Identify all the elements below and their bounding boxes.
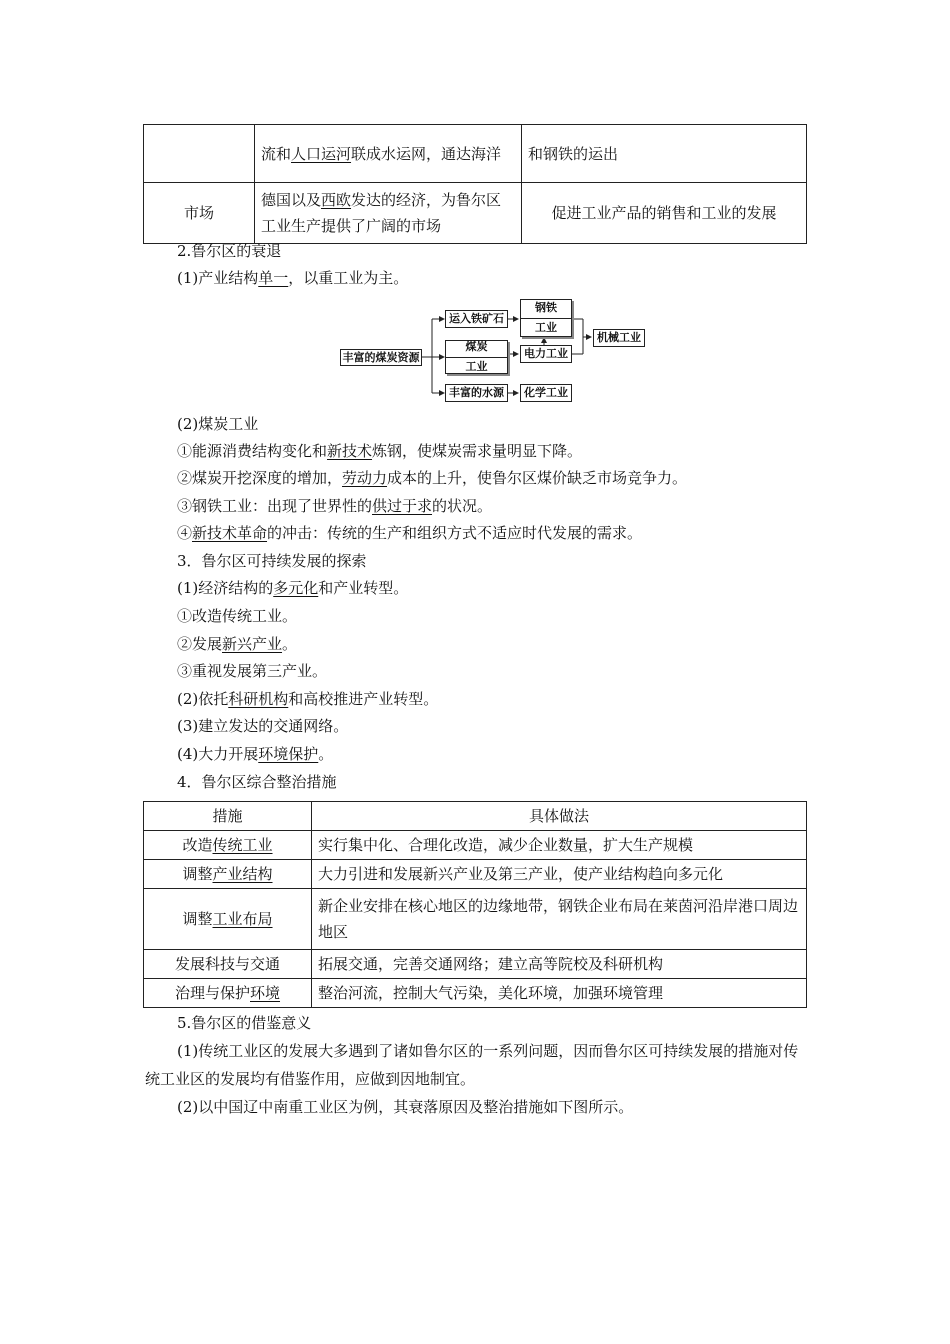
coal-resource-box: 丰富的煤炭资源 bbox=[340, 349, 422, 366]
table-cell: 流和人口运河联成水运网，通达海洋 bbox=[255, 125, 522, 183]
paragraph: (2)以中国辽中南重工业区为例，其衰落原因及整治措施如下图所示。 bbox=[177, 1098, 634, 1116]
chemical-industry-box: 化学工业 bbox=[520, 384, 572, 402]
table-cell: 拓展交通，完善交通网络；建立高等院校及科研机构 bbox=[312, 950, 807, 979]
industry-flow-diagram bbox=[338, 296, 648, 406]
table-cell: 新企业安排在核心地区的边缘地带，钢铁企业布局在莱茵河沿岸港口周边地区 bbox=[312, 889, 807, 950]
water-source-box: 丰富的水源 bbox=[445, 384, 508, 402]
measures-table bbox=[143, 801, 807, 1008]
coal-industry-label-1: 煤炭 bbox=[465, 340, 488, 353]
resource-table bbox=[143, 124, 807, 244]
section-heading: 2.鲁尔区的衰退 bbox=[177, 242, 282, 260]
paragraph: (1)产业结构单一，以重工业为主。 bbox=[177, 269, 409, 287]
paragraph: (1)传统工业区的发展大多遇到了诸如鲁尔区的一系列问题，因而鲁尔区可持续发展的措施对传统工业区的发展均有借鉴作用，应做到因地制宜。 bbox=[145, 1042, 799, 1088]
table-cell bbox=[144, 125, 255, 183]
table-row bbox=[144, 831, 807, 860]
steel-industry-label-1: 钢铁 bbox=[535, 301, 557, 314]
table-header-cell: 措施 bbox=[144, 802, 312, 831]
list-item: ①能源消费结构变化和新技术炼钢，使煤炭需求量明显下降。 bbox=[177, 442, 583, 460]
table-cell: 调整产业结构 bbox=[144, 860, 312, 889]
list-item: ④新技术革命的冲击：传统的生产和组织方式不适应时代发展的需求。 bbox=[177, 524, 643, 542]
section-heading: (2)煤炭工业 bbox=[177, 415, 259, 433]
table-cell: 调整工业布局 bbox=[144, 889, 312, 950]
table-cell: 实行集中化、合理化改造，减少企业数量，扩大生产规模 bbox=[312, 831, 807, 860]
list-item: ②煤炭开挖深度的增加，劳动力成本的上升，使鲁尔区煤价缺乏市场竞争力。 bbox=[177, 469, 688, 487]
list-item: ①改造传统工业。 bbox=[177, 607, 298, 625]
table-row bbox=[144, 125, 807, 183]
list-item: ②发展新兴产业。 bbox=[177, 635, 298, 653]
table-cell: 市场 bbox=[144, 183, 255, 244]
iron-ore-box: 运入铁矿石 bbox=[445, 310, 508, 328]
table-cell: 发展科技与交通 bbox=[144, 950, 312, 979]
paragraph: (2)依托科研机构和高校推进产业转型。 bbox=[177, 690, 439, 708]
table-cell: 治理与保护环境 bbox=[144, 979, 312, 1008]
table-cell: 促进工业产品的销售和工业的发展 bbox=[522, 183, 807, 244]
paragraph: (3)建立发达的交通网络。 bbox=[177, 717, 349, 735]
coal-industry-label-2: 工业 bbox=[446, 357, 507, 374]
table-cell: 整治河流，控制大气污染，美化环境，加强环境管理 bbox=[312, 979, 807, 1008]
machinery-industry-box: 机械工业 bbox=[593, 329, 645, 347]
table-row bbox=[144, 950, 807, 979]
section-heading: 4．鲁尔区综合整治措施 bbox=[177, 773, 337, 791]
table-row bbox=[144, 860, 807, 889]
steel-industry-label-2: 工业 bbox=[521, 318, 571, 335]
table-cell: 德国以及西欧发达的经济，为鲁尔区工业生产提供了广阔的市场 bbox=[255, 183, 522, 244]
list-item: ③钢铁工业：出现了世界性的供过于求的状况。 bbox=[177, 497, 493, 515]
table-row bbox=[144, 183, 807, 244]
steel-industry-box bbox=[520, 299, 572, 337]
power-industry-box: 电力工业 bbox=[520, 345, 572, 363]
coal-industry-box bbox=[445, 340, 508, 374]
list-item: ③重视发展第三产业。 bbox=[177, 662, 328, 680]
table-row bbox=[144, 889, 807, 950]
table-header-row bbox=[144, 802, 807, 831]
paragraph: (4)大力开展环境保护。 bbox=[177, 745, 334, 763]
table-header-cell: 具体做法 bbox=[312, 802, 807, 831]
table-cell: 和钢铁的运出 bbox=[522, 125, 807, 183]
section-heading: 3．鲁尔区可持续发展的探索 bbox=[177, 552, 367, 570]
paragraph: (1)经济结构的多元化和产业转型。 bbox=[177, 579, 409, 597]
table-cell: 大力引进和发展新兴产业及第三产业，使产业结构趋向多元化 bbox=[312, 860, 807, 889]
section-heading: 5.鲁尔区的借鉴意义 bbox=[177, 1014, 312, 1032]
table-cell: 改造传统工业 bbox=[144, 831, 312, 860]
table-row bbox=[144, 979, 807, 1008]
